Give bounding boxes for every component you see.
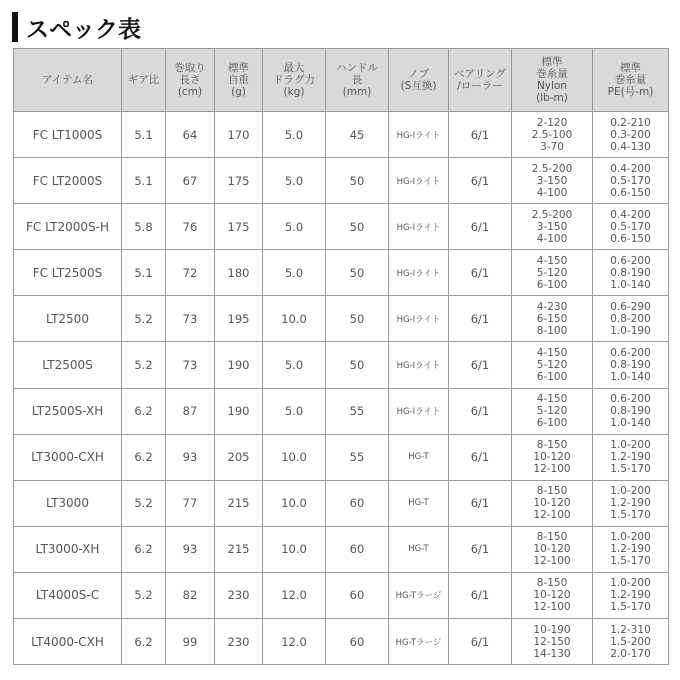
capacity-value: 1.2-310 — [610, 623, 651, 636]
capacity-value: 3-70 — [540, 140, 564, 153]
capacity-value: 1.0-140 — [610, 417, 651, 430]
cell-gear-ratio: 5.1 — [122, 250, 166, 296]
cell-pe-capacity — [593, 204, 669, 250]
cell-max-drag: 10.0 — [263, 434, 326, 480]
cell-pe-capacity — [593, 342, 669, 388]
capacity-value: 4-150 — [536, 347, 568, 360]
capacity-value: 10-120 — [533, 543, 571, 556]
cell-retrieve-length: 93 — [166, 526, 215, 572]
capacity-value: 0.5-170 — [610, 174, 651, 187]
cell-pe-capacity — [593, 434, 669, 480]
header-line: 長 — [351, 74, 363, 86]
header-nylon-capacity — [512, 49, 593, 112]
cell-gear-ratio: 5.1 — [122, 158, 166, 204]
cell-max-drag: 12.0 — [263, 572, 326, 618]
capacity-value: 10-190 — [533, 623, 571, 636]
cell-bearing: 6/1 — [449, 526, 512, 572]
cell-gear-ratio: 6.2 — [122, 526, 166, 572]
cell-nylon-capacity — [512, 619, 593, 665]
header-pe-capacity — [593, 49, 669, 112]
cell-nylon-capacity — [512, 480, 593, 526]
cell-retrieve-length: 73 — [166, 296, 215, 342]
header-line: (S互換) — [400, 80, 437, 92]
cell-item-name: LT4000S-C — [14, 572, 122, 618]
capacity-value: 8-100 — [536, 324, 568, 337]
table-row — [14, 619, 669, 665]
capacity-value: 1.0-140 — [610, 278, 651, 291]
capacity-value: 2.0-170 — [610, 647, 651, 660]
capacity-value: 0.5-170 — [610, 220, 651, 233]
cell-bearing: 6/1 — [449, 572, 512, 618]
capacity-value: 6-150 — [536, 312, 568, 325]
cell-retrieve-length: 67 — [166, 158, 215, 204]
header-line: 巻糸量 — [536, 68, 568, 80]
header-line: 巻取り — [174, 62, 206, 74]
cell-retrieve-length: 87 — [166, 388, 215, 434]
cell-weight: 175 — [215, 158, 263, 204]
cell-pe-capacity — [593, 619, 669, 665]
header-line: (g) — [231, 86, 246, 98]
header-line: 自重 — [228, 74, 249, 86]
cell-gear-ratio: 6.2 — [122, 388, 166, 434]
capacity-value: 10-120 — [533, 497, 571, 510]
header-line: (kg) — [283, 86, 305, 98]
capacity-value: 1.0-140 — [610, 371, 651, 384]
header-line: アイテム名 — [41, 74, 94, 86]
header-line: 長さ — [179, 74, 201, 86]
cell-pe-capacity — [593, 388, 669, 434]
capacity-value: 0.4-200 — [610, 162, 651, 175]
cell-retrieve-length: 99 — [166, 619, 215, 665]
cell-knob: HG-Iライト — [389, 158, 449, 204]
header-knob — [389, 49, 449, 112]
cell-item-name: LT3000 — [14, 480, 122, 526]
header-line: /ローラー — [457, 80, 503, 92]
capacity-value: 12-100 — [533, 463, 571, 476]
cell-weight: 190 — [215, 388, 263, 434]
capacity-value: 6-100 — [536, 278, 568, 291]
cell-bearing: 6/1 — [449, 619, 512, 665]
capacity-value: 6-100 — [536, 417, 568, 430]
cell-nylon-capacity — [512, 112, 593, 158]
cell-weight: 230 — [215, 619, 263, 665]
cell-gear-ratio: 6.2 — [122, 434, 166, 480]
cell-handle-length: 50 — [326, 158, 389, 204]
cell-pe-capacity — [593, 526, 669, 572]
capacity-value: 0.3-200 — [610, 128, 651, 141]
capacity-value: 2.5-100 — [531, 128, 573, 141]
capacity-value: 1.5-170 — [610, 555, 651, 568]
capacity-value: 3-150 — [536, 220, 568, 233]
cell-handle-length: 60 — [326, 480, 389, 526]
cell-bearing: 6/1 — [449, 388, 512, 434]
cell-knob: HG-Iライト — [389, 388, 449, 434]
capacity-value: 8-150 — [536, 485, 568, 498]
cell-pe-capacity — [593, 250, 669, 296]
header-line: 巻糸量 — [614, 74, 647, 86]
header-line: PE(号-m) — [607, 86, 654, 98]
cell-item-name: FC LT1000S — [14, 112, 122, 158]
capacity-value: 0.8-190 — [610, 405, 651, 418]
header-gear-ratio — [122, 49, 166, 112]
capacity-value: 0.6-200 — [610, 254, 651, 267]
cell-item-name: LT2500S — [14, 342, 122, 388]
cell-gear-ratio: 5.2 — [122, 572, 166, 618]
capacity-value: 8-150 — [536, 577, 568, 590]
cell-weight: 195 — [215, 296, 263, 342]
cell-retrieve-length: 72 — [166, 250, 215, 296]
capacity-value: 0.8-190 — [610, 359, 651, 372]
table-row — [14, 388, 669, 434]
capacity-value: 1.0-200 — [610, 439, 651, 452]
cell-item-name: LT2500 — [14, 296, 122, 342]
header-line: 標準 — [228, 62, 249, 74]
cell-max-drag: 5.0 — [263, 158, 326, 204]
cell-max-drag: 10.0 — [263, 480, 326, 526]
cell-handle-length: 50 — [326, 204, 389, 250]
cell-item-name: LT3000-XH — [14, 526, 122, 572]
cell-nylon-capacity — [512, 388, 593, 434]
cell-knob: HG-Iライト — [389, 250, 449, 296]
table-row — [14, 572, 669, 618]
table-row — [14, 526, 669, 572]
cell-item-name: LT2500S-XH — [14, 388, 122, 434]
capacity-value: 4-100 — [536, 186, 568, 199]
cell-nylon-capacity — [512, 434, 593, 480]
cell-max-drag: 5.0 — [263, 112, 326, 158]
cell-handle-length: 50 — [326, 296, 389, 342]
title-accent-bar — [12, 12, 18, 42]
table-row — [14, 342, 669, 388]
cell-retrieve-length: 93 — [166, 434, 215, 480]
cell-max-drag: 5.0 — [263, 204, 326, 250]
cell-gear-ratio: 5.2 — [122, 480, 166, 526]
cell-bearing: 6/1 — [449, 250, 512, 296]
cell-max-drag: 5.0 — [263, 388, 326, 434]
capacity-value: 1.2-190 — [610, 543, 651, 556]
cell-item-name: LT4000-CXH — [14, 619, 122, 665]
cell-pe-capacity — [593, 480, 669, 526]
header-handle-length — [326, 49, 389, 112]
header-bearing — [449, 49, 512, 112]
cell-pe-capacity — [593, 112, 669, 158]
cell-knob: HG-Tラージ — [389, 572, 449, 618]
table-row — [14, 296, 669, 342]
header-item-name — [14, 49, 122, 112]
header-line: (lb-m) — [536, 92, 568, 104]
cell-max-drag: 5.0 — [263, 342, 326, 388]
cell-knob: HG-Iライト — [389, 296, 449, 342]
capacity-value: 0.6-150 — [610, 186, 651, 199]
header-line: 標準 — [541, 56, 563, 68]
cell-handle-length: 55 — [326, 388, 389, 434]
capacity-value: 1.2-190 — [610, 497, 651, 510]
capacity-value: 4-150 — [536, 393, 568, 406]
header-retrieve-length — [166, 49, 215, 112]
capacity-value: 2-120 — [536, 116, 568, 129]
cell-retrieve-length: 77 — [166, 480, 215, 526]
capacity-value: 1.0-200 — [610, 577, 651, 590]
capacity-value: 5-120 — [536, 359, 568, 372]
capacity-value: 0.6-200 — [610, 347, 651, 360]
capacity-value: 0.8-190 — [610, 266, 651, 279]
cell-weight: 170 — [215, 112, 263, 158]
header-line: ベアリング — [454, 68, 506, 80]
capacity-value: 0.4-130 — [610, 140, 651, 153]
capacity-value: 1.2-190 — [610, 451, 651, 464]
header-line: Nylon — [536, 80, 568, 92]
cell-nylon-capacity — [512, 158, 593, 204]
table-row — [14, 158, 669, 204]
capacity-value: 2.5-200 — [531, 162, 573, 175]
cell-bearing: 6/1 — [449, 480, 512, 526]
capacity-value: 0.6-290 — [610, 300, 651, 313]
cell-pe-capacity — [593, 158, 669, 204]
table-row — [14, 112, 669, 158]
table-body — [14, 112, 669, 665]
capacity-value: 12-100 — [533, 555, 571, 568]
capacity-value: 1.5-200 — [610, 635, 651, 648]
capacity-value: 0.8-200 — [610, 312, 651, 325]
cell-knob: HG-Iライト — [389, 112, 449, 158]
cell-bearing: 6/1 — [449, 342, 512, 388]
header-max-drag — [263, 49, 326, 112]
capacity-value: 1.5-170 — [610, 509, 651, 522]
cell-nylon-capacity — [512, 250, 593, 296]
cell-nylon-capacity — [512, 572, 593, 618]
header-line: (mm) — [342, 86, 372, 98]
capacity-value: 8-150 — [536, 531, 568, 544]
capacity-value: 0.6-200 — [610, 393, 651, 406]
cell-bearing: 6/1 — [449, 112, 512, 158]
cell-weight: 180 — [215, 250, 263, 296]
cell-max-drag: 10.0 — [263, 526, 326, 572]
cell-item-name: FC LT2000S — [14, 158, 122, 204]
capacity-value: 12-100 — [533, 509, 571, 522]
page-title: スペック表 — [26, 16, 141, 43]
capacity-value: 1.0-200 — [610, 485, 651, 498]
cell-retrieve-length: 76 — [166, 204, 215, 250]
table-row — [14, 480, 669, 526]
cell-handle-length: 60 — [326, 572, 389, 618]
header-standard-weight — [215, 49, 263, 112]
cell-max-drag: 12.0 — [263, 619, 326, 665]
capacity-value: 1.5-170 — [610, 601, 651, 614]
cell-gear-ratio: 5.2 — [122, 296, 166, 342]
cell-bearing: 6/1 — [449, 296, 512, 342]
cell-bearing: 6/1 — [449, 434, 512, 480]
header-line: 標準 — [620, 62, 641, 74]
header-line: ハンドル — [336, 62, 378, 74]
capacity-value: 12-150 — [533, 635, 571, 648]
cell-item-name: LT3000-CXH — [14, 434, 122, 480]
cell-weight: 215 — [215, 480, 263, 526]
capacity-value: 8-150 — [536, 439, 568, 452]
capacity-value: 10-120 — [533, 589, 571, 602]
cell-handle-length: 45 — [326, 112, 389, 158]
capacity-value: 4-100 — [536, 232, 568, 245]
cell-knob: HG-Iライト — [389, 204, 449, 250]
capacity-value: 3-150 — [536, 174, 568, 187]
cell-item-name: FC LT2000S-H — [14, 204, 122, 250]
cell-max-drag: 10.0 — [263, 296, 326, 342]
cell-pe-capacity — [593, 572, 669, 618]
spec-title — [12, 12, 141, 42]
cell-nylon-capacity — [512, 296, 593, 342]
header-line: 最大 — [283, 62, 305, 74]
spec-table — [13, 48, 669, 665]
cell-retrieve-length: 73 — [166, 342, 215, 388]
capacity-value: 0.2-210 — [610, 116, 651, 129]
capacity-value: 12-100 — [533, 601, 571, 614]
capacity-value: 1.2-190 — [610, 589, 651, 602]
cell-pe-capacity — [593, 296, 669, 342]
header-line: (cm) — [177, 86, 203, 98]
capacity-value: 5-120 — [536, 405, 568, 418]
cell-handle-length: 60 — [326, 526, 389, 572]
table-header-row — [14, 49, 669, 112]
capacity-value: 1.0-200 — [610, 531, 651, 544]
header-line: ギア比 — [127, 74, 160, 86]
cell-nylon-capacity — [512, 342, 593, 388]
capacity-value: 14-130 — [533, 647, 571, 660]
table-row — [14, 250, 669, 296]
cell-gear-ratio: 5.1 — [122, 112, 166, 158]
cell-weight: 175 — [215, 204, 263, 250]
capacity-value: 6-100 — [536, 371, 568, 384]
cell-knob: HG-T — [389, 480, 449, 526]
cell-item-name: FC LT2500S — [14, 250, 122, 296]
cell-gear-ratio: 5.2 — [122, 342, 166, 388]
capacity-value: 10-120 — [533, 451, 571, 464]
table-row — [14, 434, 669, 480]
cell-max-drag: 5.0 — [263, 250, 326, 296]
cell-knob: HG-Tラージ — [389, 619, 449, 665]
cell-nylon-capacity — [512, 204, 593, 250]
cell-retrieve-length: 82 — [166, 572, 215, 618]
capacity-value: 1.5-170 — [610, 463, 651, 476]
cell-knob: HG-T — [389, 526, 449, 572]
cell-weight: 230 — [215, 572, 263, 618]
cell-bearing: 6/1 — [449, 204, 512, 250]
cell-handle-length: 50 — [326, 250, 389, 296]
cell-weight: 205 — [215, 434, 263, 480]
cell-retrieve-length: 64 — [166, 112, 215, 158]
cell-gear-ratio: 6.2 — [122, 619, 166, 665]
header-line: ノブ — [408, 68, 429, 80]
cell-handle-length: 55 — [326, 434, 389, 480]
cell-handle-length: 50 — [326, 342, 389, 388]
capacity-value: 1.0-190 — [610, 324, 651, 337]
cell-nylon-capacity — [512, 526, 593, 572]
capacity-value: 0.6-150 — [610, 232, 651, 245]
capacity-value: 2.5-200 — [531, 208, 573, 221]
cell-knob: HG-T — [389, 434, 449, 480]
capacity-value: 4-150 — [536, 254, 568, 267]
capacity-value: 0.4-200 — [610, 208, 651, 221]
cell-handle-length: 60 — [326, 619, 389, 665]
cell-gear-ratio: 5.8 — [122, 204, 166, 250]
cell-weight: 215 — [215, 526, 263, 572]
cell-weight: 190 — [215, 342, 263, 388]
capacity-value: 5-120 — [536, 266, 568, 279]
header-line: ドラグ力 — [273, 74, 315, 86]
cell-bearing: 6/1 — [449, 158, 512, 204]
table-row — [14, 204, 669, 250]
cell-knob: HG-Iライト — [389, 342, 449, 388]
capacity-value: 4-230 — [536, 300, 568, 313]
